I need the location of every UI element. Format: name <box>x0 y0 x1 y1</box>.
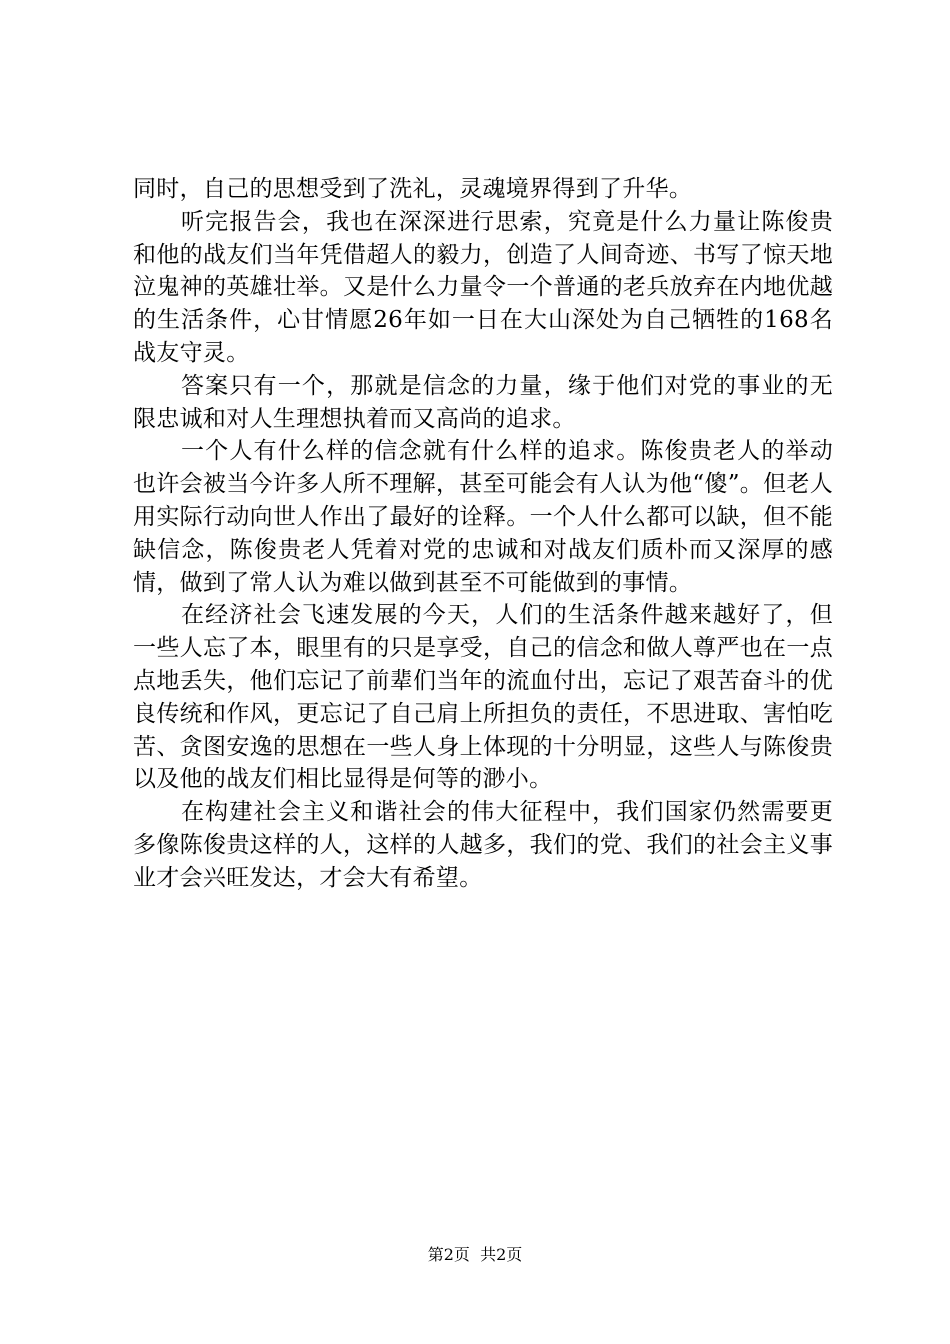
paragraph-6: 在构建社会主义和谐社会的伟大征程中，我们国家仍然需要更多像陈俊贵这样的人，这样的人越多，我们的党、我们的社会主义事业才会兴旺发达，才会大有希望。 <box>133 799 833 891</box>
document-body <box>133 173 833 895</box>
paragraph-1: 同时，自己的思想受到了洗礼，灵魂境界得到了升华。 <box>133 176 693 202</box>
paragraph-3: 答案只有一个，那就是信念的力量，缘于他们对党的事业的无限忠诚和对人生理想执着而又高尚的追求。 <box>133 372 833 432</box>
page-footer <box>0 1244 950 1266</box>
paragraph-4: 一个人有什么样的信念就有什么样的追求。陈俊贵老人的举动也许会被当今许多人所不理解，甚至可能会有人认为他“傻”。但老人用实际行动向世人作出了最好的诠释。一个人什么都可以缺，但不能缺信念，陈俊贵老人凭着对党的忠诚和对战友们质朴而又深厚的感情，做到了常人认为难以做到甚至不可能做到的事情。 <box>133 438 833 596</box>
paragraph-2: 听完报告会，我也在深深进行思索，究竟是什么力量让陈俊贵和他的战友们当年凭借超人的毅力，创造了人间奇迹、书写了惊天地泣鬼神的英雄壮举。又是什么力量令一个普通的老兵放弃在内地优越的生活条件，心甘情愿26年如一日在大山深处为自己牺牲的168名战友守灵。 <box>133 208 833 366</box>
paragraph-5: 在经济社会飞速发展的今天，人们的生活条件越来越好了，但一些人忘了本，眼里有的只是享受，自己的信念和做人尊严也在一点点地丢失，他们忘记了前辈们当年的流血付出，忘记了艰苦奋斗的优良传统和作风，更忘记了自己肩上所担负的责任，不思进取、害怕吃苦、贪图安逸的思想在一些人身上体现的十分明显，这些人与陈俊贵以及他的战友们相比显得是何等的渺小。 <box>133 602 833 793</box>
page-number-label: 第2页 共2页 <box>427 1245 523 1264</box>
